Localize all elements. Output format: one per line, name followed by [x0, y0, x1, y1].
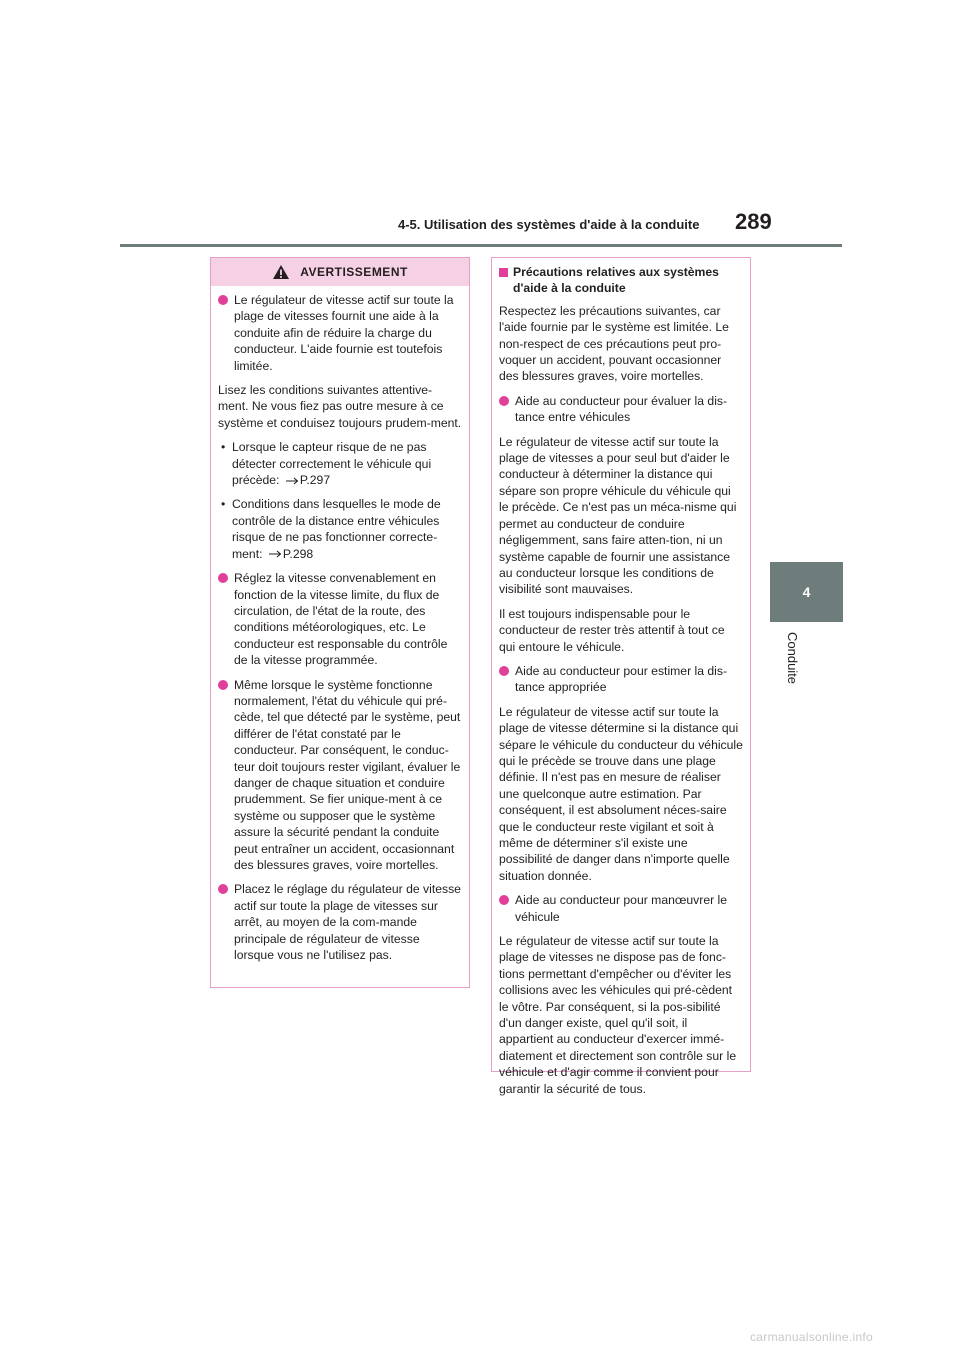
warning-body: [211, 286, 469, 963]
precautions-title: Précautions relatives aux systèmes d'aide à la conduite: [499, 264, 743, 297]
precautions-bullet-3: [499, 892, 743, 925]
arrow-right-icon: [286, 477, 299, 485]
warning-heading: AVERTISSEMENT: [300, 265, 408, 279]
square-bullet-icon: [499, 268, 508, 277]
bullet-dot-icon: [218, 680, 228, 690]
bullet-dot-icon: [499, 666, 509, 676]
warning-header: [211, 258, 469, 286]
chapter-label: Conduite: [785, 632, 800, 685]
warning-bullet-4: [218, 881, 462, 963]
bullet-dot-icon: [218, 573, 228, 583]
arrow-right-icon: [269, 550, 282, 558]
precautions-intro: Respectez les précautions suivantes, car l'aide fournie par le système est limitée. Le non-respect de ces précautions peut pro-voquer un accident, pouvant occasionner des blessures graves, voire mortelles.: [499, 303, 729, 384]
sub-item-text: Lorsque le capteur risque de ne pas détecter correctement le véhicule qui précède:: [232, 440, 432, 488]
warning-bullet-3: [218, 677, 462, 874]
precautions-paragraph-4: Le régulateur de vitesse actif sur toute la plage de vitesses ne dispose pas de fonc-tions permettant d'empêcher ou d'éviter les collisions avec les véhicules qui pré-cèdent le vôtre. Par conséquent, si la pos-sibilité d'un danger existe, quel qu'il soit, il appartient au conducteur d'exercer immé-diatement et directement son contrôle sur le véhicule et d'agir comme il convient pour garantir la sécurité de tous.: [499, 934, 737, 1096]
warning-bullet-2: [218, 570, 462, 668]
precautions-bullet-2: [499, 663, 743, 696]
chapter-number: 4: [802, 584, 811, 600]
warning-paragraph: Lisez les conditions suivantes attentive-ment. Ne vous fiez pas outre mesure à ce système et conduisez toujours prudem-ment.: [218, 383, 462, 430]
precautions-paragraph-1: Le régulateur de vitesse actif sur toute la plage de vitesses a pour seul but d'aider le conducteur à déterminer la distance qui sépare son propre véhicule du véhicule qui le précède. Ce n'est pas un méca-nisme qui permet au conducteur de conduire négligemment, sans faire atten-tion, ni un système capable de fournir une assistance au conducteur lorsque les conditions de visibilité sont mauvaises.: [499, 434, 737, 597]
warning-sub-item-1: • Lorsque le capteur risque de ne pas détecter correctement le véhicule qui précède: P.297: [221, 440, 432, 488]
bullet-dot-icon: [218, 295, 228, 305]
bullet-dot-icon: [218, 884, 228, 894]
bullet-text: Le régulateur de vitesse actif sur toute la plage de vitesses fournit une aide à la conduite afin de réduire la charge du conducteur. L'aide fournie est toutefois limitée.: [234, 293, 454, 373]
precautions-box: [491, 257, 751, 1096]
bullet-text: Placez le réglage du régulateur de vitesse actif sur toute la plage de vitesses sur arrêt, au moyen de la com-mande principale de régulateur de vitesse lorsque vous ne l'utilisez pas.: [234, 882, 461, 963]
bullet-dot-icon: [499, 895, 509, 905]
warning-bullet-1: [218, 292, 462, 374]
sub-item-text: Conditions dans lesquelles le mode de contrôle de la distance entre véhicules risque de ne pas fonctionner correcte-ment:: [232, 497, 441, 561]
precautions-body: [492, 258, 750, 1097]
precautions-bullet-1: [499, 393, 743, 426]
section-title: 4-5. Utilisation des systèmes d'aide à la conduite: [398, 217, 700, 232]
bullet-text: Même lorsque le système fonctionne normalement, l'état du véhicule qui pré-cède, tel que détecté par le système, peut différer de l'état constaté par le conducteur. Par conséquent, le conduc-teur doit toujours rester vigilant, évaluer le danger de chaque situation et conduire prudemment. Se fier unique-ment à ce système ou supposer que le système assure la sécurité pendant la conduite peut entraîner un accident, occasionnant des blessures graves, voire mortelles.: [234, 677, 461, 872]
page-reference-link[interactable]: P.297: [283, 473, 330, 487]
bullet-text: Aide au conducteur pour manœuvrer le véhicule: [515, 893, 728, 924]
warning-box: [210, 257, 470, 988]
bullet-text: Réglez la vitesse convenablement en fonction de la vitesse limite, du flux de circulation, de l'état de la route, des conditions météorologiques, etc. Le conducteur est responsable du contrôle de la vitesse programmée.: [234, 571, 448, 668]
warning-triangle-icon: [272, 264, 290, 280]
chapter-tab: [770, 562, 843, 622]
warning-sub-item-2: • Conditions dans lesquelles le mode de contrôle de la distance entre véhicules risque de ne pas fonctionner correcte-ment: P.298: [221, 497, 441, 561]
page-reference-link[interactable]: P.298: [266, 547, 313, 561]
page-number: 289: [735, 209, 772, 234]
watermark: carmanualsonline.info: [750, 1330, 874, 1344]
bullet-dot-icon: [499, 396, 509, 406]
bullet-text: Aide au conducteur pour estimer la dis-tance appropriée: [515, 663, 728, 695]
header-rule: [120, 244, 842, 247]
precautions-paragraph-2: Il est toujours indispensable pour le conducteur de rester très attentif à tout ce qui entoure le véhicule.: [499, 606, 725, 654]
bullet-text: Aide au conducteur pour évaluer la dis-tance entre véhicules: [515, 393, 728, 425]
precautions-paragraph-3: Le régulateur de vitesse actif sur toute la plage de vitesse détermine si la distance qui sépare le véhicule du conducteur du véhicule qui le précède se trouve dans une plage définie. Il n'est pas en mesure de réaliser une quelconque autre estimation. Par conséquent, il est absolument néces-saire que le conducteur reste vigilant et soit à même de déterminer s'il existe une possibilité de danger dans n'importe quelle situation donnée.: [499, 704, 743, 883]
